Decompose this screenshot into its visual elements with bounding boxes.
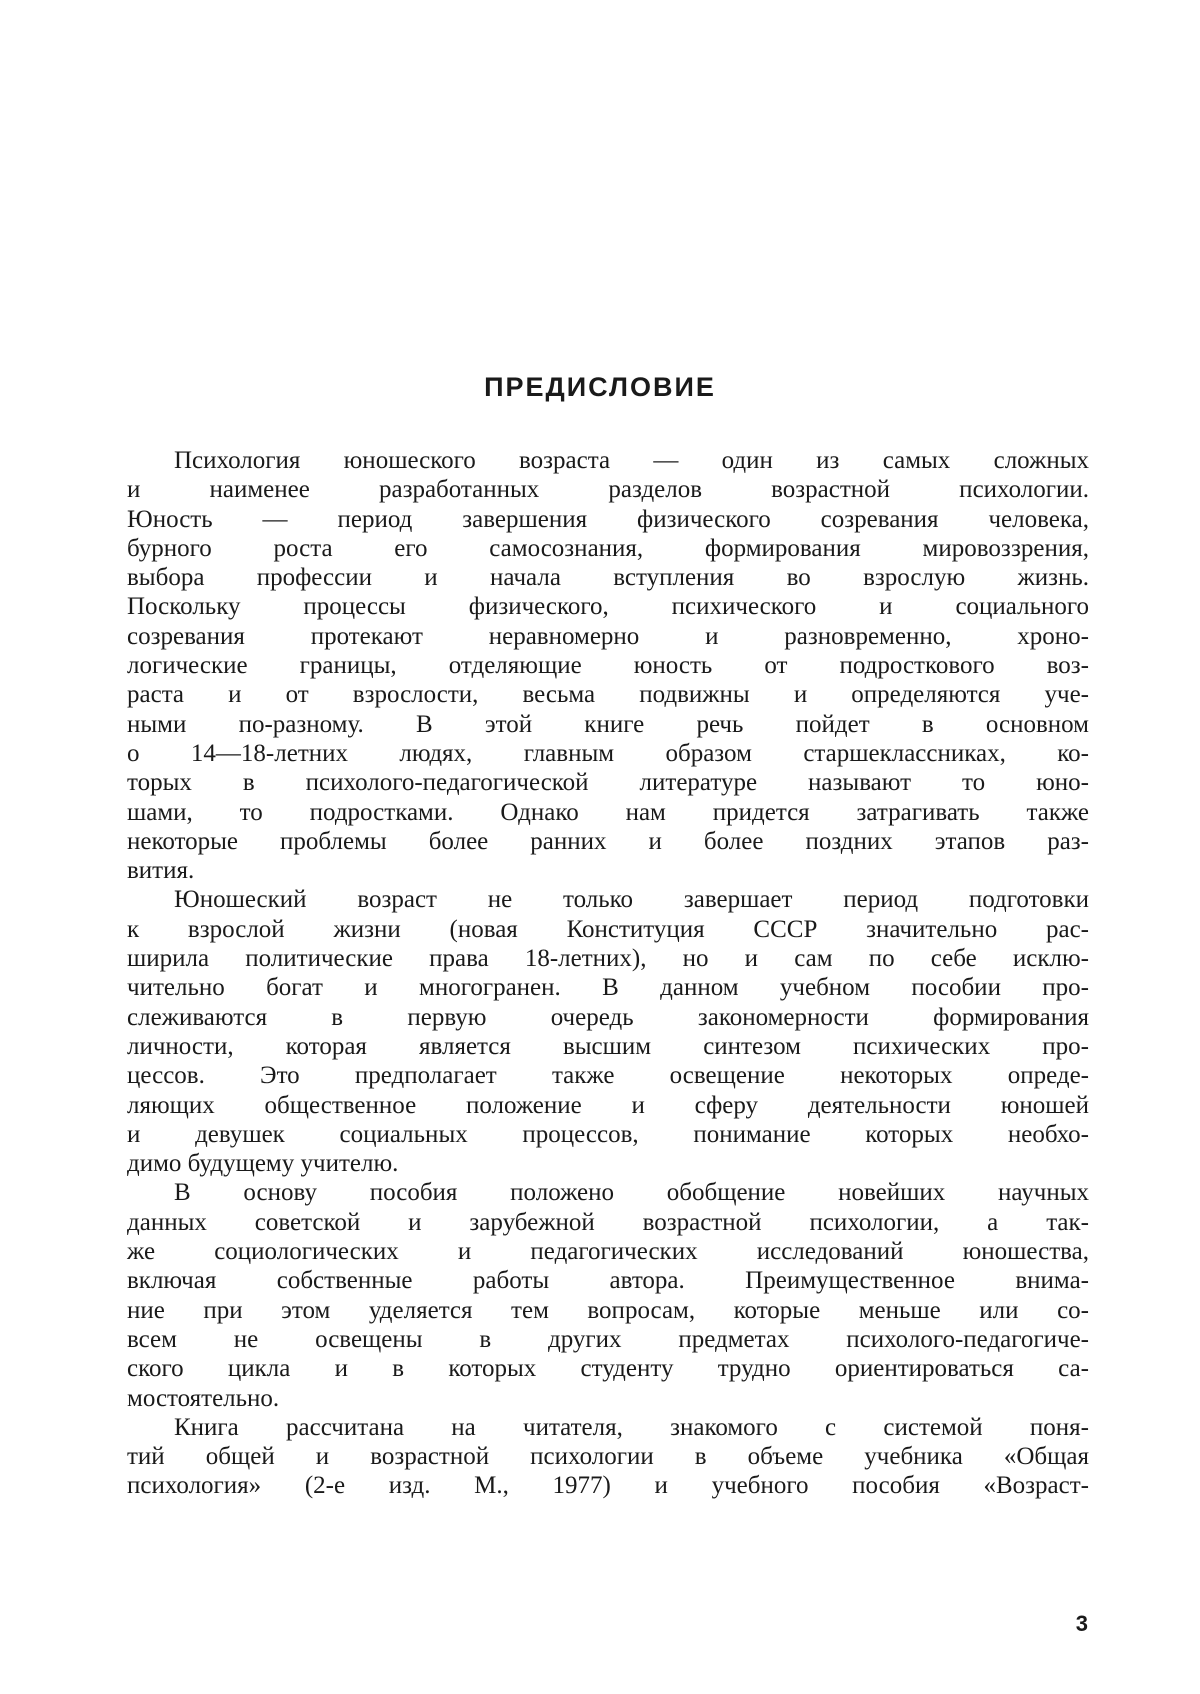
text-line: Книга рассчитана на читателя, знакомого с системой поня- [174,1413,1089,1441]
text-line: ние при этом уделяется тем вопросам, которые меньше или со- [127,1296,1089,1324]
text-line: чительно богат и многогранен. В данном учебном пособии про- [127,974,1089,1002]
text-line: ляющих общественное положение и сферу деятельности юношей [127,1091,1089,1119]
text-line: цессов. Это предполагает также освещение некоторых опреде- [127,1062,1089,1090]
text-line: В основу пособия положено обобщение новейших научных [174,1179,1089,1207]
text-line: и девушек социальных процессов, понимание которых необхо- [127,1120,1089,1148]
text-line: торых в психолого-педагогической литературе называют то юно- [127,769,1089,797]
text-line: Психология юношеского возраста — один из самых сложных [174,447,1089,474]
text-line: тий общей и возрастной психологии в объеме учебника «Общая [127,1443,1089,1471]
text-line: вития. [127,857,195,885]
text-line: ными по-разному. В этой книге речь пойдет в основном [127,710,1089,738]
text-line: ширила политические права 18-летних), но и сам по себе исклю- [127,945,1089,973]
text-line: и наименее разработанных разделов возрастной психологии. [127,476,1089,504]
text-line: некоторые проблемы более ранних и более поздних этапов раз- [127,827,1089,855]
text-line: димо будущему учителю. [127,1150,399,1178]
text-line: выбора профессии и начала вступления во взрослую жизнь. [127,564,1089,592]
text-line: данных советской и зарубежной возрастной психологии, а так- [127,1208,1089,1236]
text-line: логические границы, отделяющие юность от подросткового воз- [127,652,1089,680]
section-heading: ПРЕДИСЛОВИЕ [484,372,716,402]
text-line: ского цикла и в которых студенту трудно ориентироваться са- [127,1355,1089,1383]
text-line: психология» (2-е изд. М., 1977) и учебного пособия «Возраст- [127,1472,1089,1500]
text-line: включая собственные работы автора. Преимущественное внима- [127,1267,1089,1295]
text-line: Юношеский возраст не только завершает период подготовки [174,886,1089,914]
text-line: личности, которая является высшим синтезом психических про- [127,1032,1089,1060]
text-line: Поскольку процессы физического, психического и социального [127,593,1089,621]
text-line: всем не освещены в других предметах психолого-педагогиче- [127,1325,1089,1353]
text-line: мостоятельно. [127,1384,280,1412]
text-line: раста и от взрослости, весьма подвижны и определяются уче- [127,681,1089,709]
text-line: к взрослой жизни (новая Конституция СССР значительно рас- [127,915,1089,943]
preface-body [127,446,1089,1501]
text-line: бурного роста его самосознания, формирования мировоззрения, [127,534,1089,562]
text-line: о 14—18-летних людях, главным образом старшеклассниках, ко- [127,739,1089,767]
text-line: шами, то подростками. Однако нам придется затрагивать также [127,798,1089,826]
text-line: созревания протекают неравномерно и разновременно, хроно- [127,622,1089,650]
page-number: 3 [1075,1611,1088,1636]
text-line: слеживаются в первую очередь закономерности формирования [127,1003,1089,1031]
text-line: Юность — период завершения физического созревания человека, [127,505,1089,533]
text-line: же социологических и педагогических исследований юношества, [127,1238,1089,1266]
